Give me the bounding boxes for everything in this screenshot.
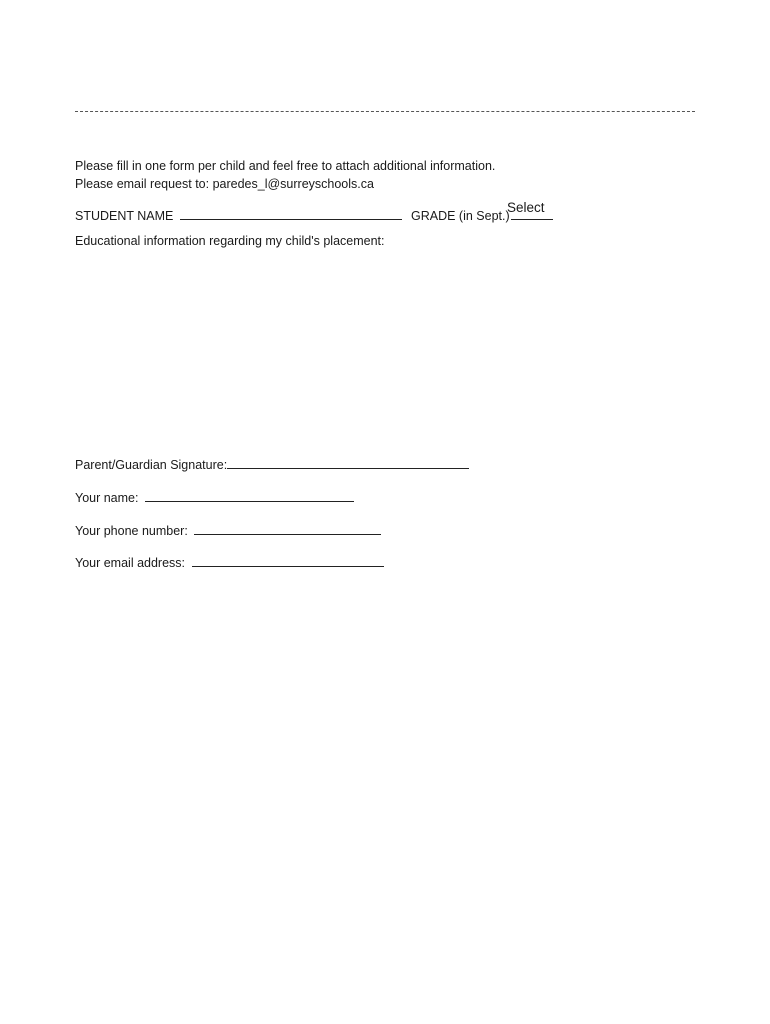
your-name-field[interactable] [145, 490, 354, 502]
grade-select[interactable]: Select [507, 200, 545, 215]
signature-field[interactable] [227, 457, 469, 469]
phone-field[interactable] [194, 523, 381, 535]
educational-info-label: Educational information regarding my child's placement: [75, 234, 385, 248]
phone-row [75, 523, 381, 539]
signature-label: Parent/Guardian Signature: [75, 458, 228, 472]
student-name-field[interactable] [180, 208, 402, 220]
student-name-row [75, 208, 402, 224]
phone-label: Your phone number: [75, 524, 188, 538]
your-name-row [75, 490, 354, 506]
dashed-divider [75, 111, 695, 112]
signature-row [75, 457, 469, 473]
student-name-label: STUDENT NAME [75, 209, 174, 223]
instruction-line-2: Please email request to: paredes_l@surreyschools.ca [75, 177, 374, 191]
instruction-line-1: Please fill in one form per child and feel free to attach additional information. [75, 159, 496, 173]
email-field[interactable] [192, 555, 384, 567]
your-name-label: Your name: [75, 491, 139, 505]
email-row [75, 555, 384, 571]
email-label: Your email address: [75, 556, 186, 570]
grade-label: GRADE (in Sept.) [411, 209, 510, 223]
